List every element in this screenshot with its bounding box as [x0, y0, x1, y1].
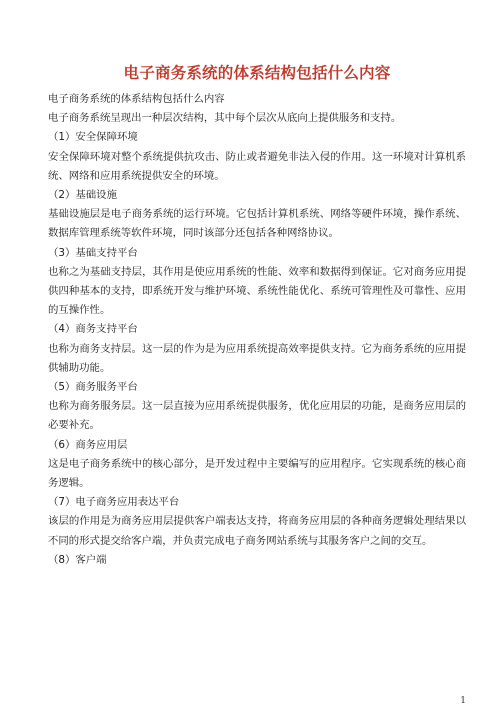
section-heading-7: （7）电子商务应用表达平台 [48, 496, 180, 509]
section-heading-3: （3）基础支持平台 [48, 246, 138, 259]
paragraph: 也称为商务服务层。这一层直接为应用系统提供服务，优化应用层的功能，是商务应用层的必要补充。 [48, 400, 466, 432]
section-heading-5: （5）商务服务平台 [48, 381, 138, 394]
paragraph: 基础设施层是电子商务系统的运行环境。它包括计算机系统、网络等硬件环境，操作系统、数据库管理系统等软件环境，同时该部分还包括各种网络协议。 [48, 208, 466, 240]
document-title: 电子商务系统的体系结构包括什么内容 [123, 64, 391, 82]
paragraph: 这是电子商务系统中的核心部分，是开发过程中主要编写的应用程序。它实现系统的核心商务逻辑。 [48, 457, 466, 490]
page-number: 1 [460, 696, 466, 706]
section-heading-8: （8）客户端 [48, 553, 107, 566]
section-heading-6: （6）商务应用层 [48, 438, 128, 451]
paragraph: 电子商务系统呈现出一种层次结构，其中每个层次从底向上提供服务和支持。 [48, 112, 402, 125]
paragraph: 也称为商务支持层。这一层的作为是为应用系统提高效率提供支持。它为商务系统的应用提供辅助功能。 [48, 342, 466, 374]
paragraph: 该层的作用是为商务应用层提供客户端表达支持，将商务应用层的各种商务逻辑处理结果以不同的形式提交给客户端，并负责完成电子商务网站系统与其服务客户之间的交互。 [48, 515, 466, 547]
section-heading-1: （1）安全保障环境 [48, 131, 138, 144]
document-body [48, 90, 466, 570]
paragraph: 安全保障环境对整个系统提供抗攻击、防止或者避免非法入侵的作用。这一环境对计算机系统、网络和应用系统提供安全的环境。 [48, 150, 466, 182]
section-heading-2: （2）基础设施 [48, 189, 117, 202]
paragraph: 也称之为基础支持层，其作用是使应用系统的性能、效率和数据得到保证。它对商务应用提供四种基本的支持，即系统开发与维护环境、系统性能优化、系统可管理性及可靠性、应用的互操作性。 [48, 265, 466, 317]
section-heading-4: （4）商务支持平台 [48, 323, 138, 336]
paragraph: 电子商务系统的体系结构包括什么内容 [48, 93, 225, 105]
